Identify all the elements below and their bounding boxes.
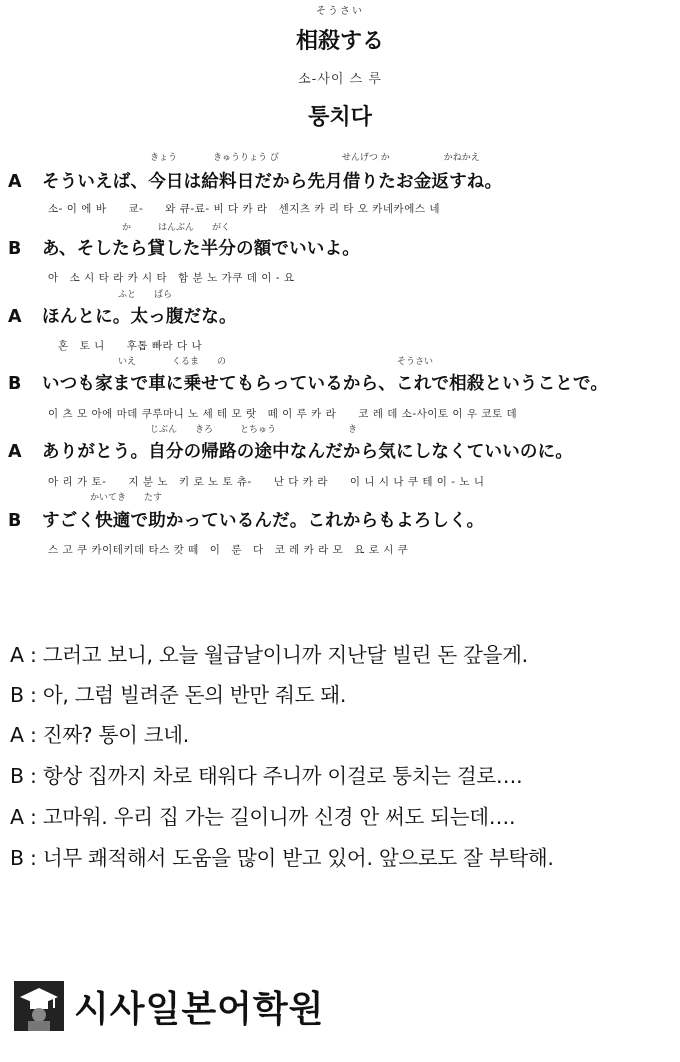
speaker-label: A (8, 442, 22, 462)
line-furigana: いえ くるま の そうさい (118, 357, 434, 367)
title-reading: 소-사이 스 루 (298, 72, 382, 87)
translation-line: A : 고마워. 우리 집 가는 길이니까 신경 안 써도 되는데…. (10, 805, 516, 829)
title-kr: 퉁치다 (308, 105, 372, 130)
speaker-label: A (8, 172, 22, 192)
speaker-label: A (10, 643, 24, 667)
translation-text: 항상 집까지 차로 태워다 주니까 이걸로 퉁치는 걸로…. (42, 764, 523, 788)
line-reading: 스 고 쿠 카이테키데 타스 캇 떼 이 룬 다 코 레 카 라 모 요 로 시 쿠 (48, 544, 409, 556)
speaker-label: B (8, 239, 22, 259)
translation-line: B : 아, 그럼 빌려준 돈의 반만 줘도 돼. (10, 683, 347, 707)
speaker-label: B (8, 374, 22, 394)
translation-line: B : 너무 쾌적해서 도움을 많이 받고 있어. 앞으로도 잘 부탁해. (10, 846, 554, 870)
graduation-cap-logo-icon (14, 981, 64, 1031)
translation-line: A : 진짜? 통이 크네. (10, 723, 190, 747)
line-furigana: ふと ばら (118, 290, 173, 300)
speaker-label: B (10, 764, 24, 788)
title-jp: 相殺する (295, 29, 384, 54)
title-jp-furigana: そうさい (316, 6, 364, 17)
translation-text: 진짜? 통이 크네. (42, 723, 190, 747)
dialogue-text: すごく快適で助かっているんだ。これからもよろしく。 (42, 511, 485, 531)
translation-line: A : 그러고 보니, 오늘 월급날이니까 지난달 빌린 돈 갚을게. (10, 643, 528, 667)
dialogue-text: ほんとに。太っ腹だな。 (42, 307, 237, 327)
dialogue-line (8, 168, 502, 193)
line-reading: 이 츠 모 아에 마데 쿠루마니 노 세 테 모 랏 떼 이 루 카 라 코 레 데 소-사이토 이 우 코토 데 (48, 408, 518, 420)
academy-logo (14, 980, 324, 1032)
dialogue-line (8, 438, 573, 463)
translation-line: B : 항상 집까지 차로 태워다 주니까 이걸로 퉁치는 걸로…. (10, 764, 523, 788)
dialogue-line (8, 370, 608, 395)
line-furigana: か はんぶん がく (122, 223, 231, 233)
dialogue-line (8, 507, 484, 532)
translation-text: 그러고 보니, 오늘 월급날이니까 지난달 빌린 돈 갚을게. (42, 643, 528, 667)
speaker-label: A (10, 805, 24, 829)
line-furigana: じぶん きろ とちゅう き (150, 425, 358, 435)
line-reading: 혼 토 니 후톱 빠라 다 나 (58, 340, 203, 352)
translation-text: 아, 그럼 빌려준 돈의 반만 줘도 돼. (42, 683, 347, 707)
line-reading: 아 리 가 토- 지 분 노 키 로 노 토 츄- 난 다 카 라 이 니 시 나 쿠 테 이 - 노 니 (48, 476, 485, 488)
speaker-label: A (10, 723, 24, 747)
academy-name: 시사일본어학원 (74, 988, 325, 1030)
dialogue-line (8, 303, 237, 328)
dialogue-text: そういえば、今日は給料日だから先月借りたお金返すね。 (42, 172, 503, 192)
line-furigana: かいてき たす (90, 493, 163, 503)
speaker-label: B (10, 683, 24, 707)
line-reading: 소- 이 에 바 쿄- 와 큐-료- 비 다 카 라 센지츠 카 리 타 오 카네카에스 네 (48, 203, 440, 215)
line-reading: 아 소 시 타 라 카 시 타 함 분 노 가쿠 데 이 - 요 (48, 272, 295, 284)
dialogue-text: あ、そしたら貸した半分の額でいいよ。 (42, 239, 360, 259)
dialogue-text: いつも家まで車に乗せてもらっているから、これで相殺ということで。 (42, 374, 609, 394)
line-furigana: きょう きゅうりょう び せんげつ か かねかえ (150, 153, 480, 163)
speaker-label: B (10, 846, 24, 870)
speaker-label: A (8, 307, 22, 327)
dialogue-text: ありがとう。自分の帰路の途中なんだから気にしなくていいのに。 (42, 442, 573, 462)
speaker-label: B (8, 511, 22, 531)
translation-text: 너무 쾌적해서 도움을 많이 받고 있어. 앞으로도 잘 부탁해. (42, 846, 554, 870)
translation-text: 고마워. 우리 집 가는 길이니까 신경 안 써도 되는데…. (42, 805, 516, 829)
dialogue-line (8, 235, 360, 260)
